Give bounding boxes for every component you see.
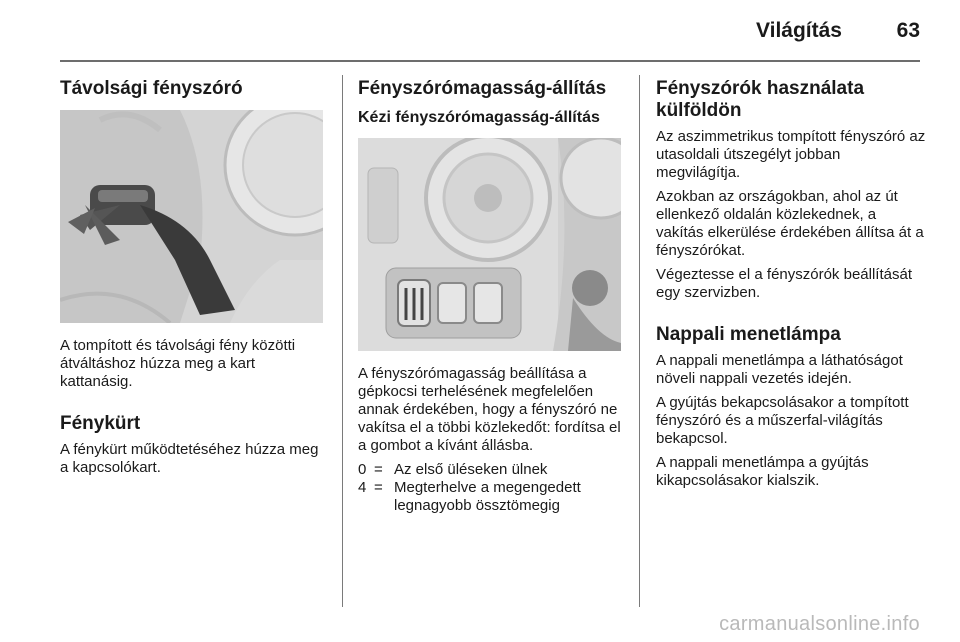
daytime-text-2: A gyújtás bekapcsolásakor a tompított fényszóró és a műszerfal-világítás bekapcsol.: [656, 394, 909, 447]
abroad-text-1: Az aszimmetrikus tompított fényszóró az utasoldali útszegélyt jobban megvilágítja.: [656, 128, 926, 181]
column-1: [60, 78, 330, 483]
header-divider: [60, 60, 920, 62]
headlight-range-dial-illustration: [358, 138, 621, 351]
setting-key: 0: [358, 461, 367, 478]
heading-headlight-range: Fényszórómagasság-állítás: [358, 78, 607, 99]
daytime-text-1: A nappali menetlámpa a láthatóságot növeli nappali vezetés idején.: [656, 352, 903, 387]
load-setting-list: [358, 461, 626, 515]
column-divider-2: [639, 75, 640, 607]
abroad-text-3: Végeztesse el a fényszórók beállítását egy szervizben.: [656, 266, 912, 301]
headlight-range-text: A fényszórómagasság beállítása a gépkocsi terhelésének megfelelően annak érdekében, hogy a fényszóró ne vakítsa el a többi közlekedőt: fordítsa el a gombot a kívánt állásba.: [358, 365, 621, 454]
high-beam-text: A tompított és távolsági fény közötti átváltáshoz húzza meg a kart kattanásig.: [60, 337, 296, 390]
column-3: [656, 78, 926, 496]
setting-separator: =: [374, 479, 383, 496]
heading-headlight-flash: Fénykürt: [60, 413, 141, 434]
list-item: [358, 479, 626, 515]
setting-value: Az első üléseken ülnek: [394, 461, 548, 478]
daytime-text-3: A nappali menetlámpa a gyújtás kikapcsolásakor kialszik.: [656, 454, 869, 489]
setting-value: Megterhelve a megengedett legnagyobb össztömegig: [394, 479, 581, 514]
column-2: [358, 78, 626, 515]
watermark: carmanualsonline.info: [719, 613, 920, 635]
heading-high-beam: Távolsági fényszóró: [60, 78, 243, 99]
setting-separator: =: [374, 461, 383, 478]
section-title: Világítás: [756, 19, 842, 42]
heading-daytime-running-lights: Nappali menetlámpa: [656, 324, 841, 345]
heading-manual-range: Kézi fényszórómagasság-állítás: [358, 109, 600, 126]
list-item: [358, 461, 626, 479]
column-divider-1: [342, 75, 343, 607]
setting-key: 4: [358, 479, 367, 496]
abroad-text-2: Azokban az országokban, ahol az út ellenkező oldalán közlekednek, a vakítás elkerülése érdekében állítsa át a fényszórókat.: [656, 188, 924, 259]
high-beam-lever-illustration: [60, 110, 323, 323]
page-header: [0, 0, 960, 62]
heading-headlights-abroad: Fényszórók használata külföldön: [656, 78, 865, 121]
headlight-flash-text: A fénykürt működtetéséhez húzza meg a kapcsolókart.: [60, 441, 319, 476]
page-number: 63: [896, 19, 920, 42]
